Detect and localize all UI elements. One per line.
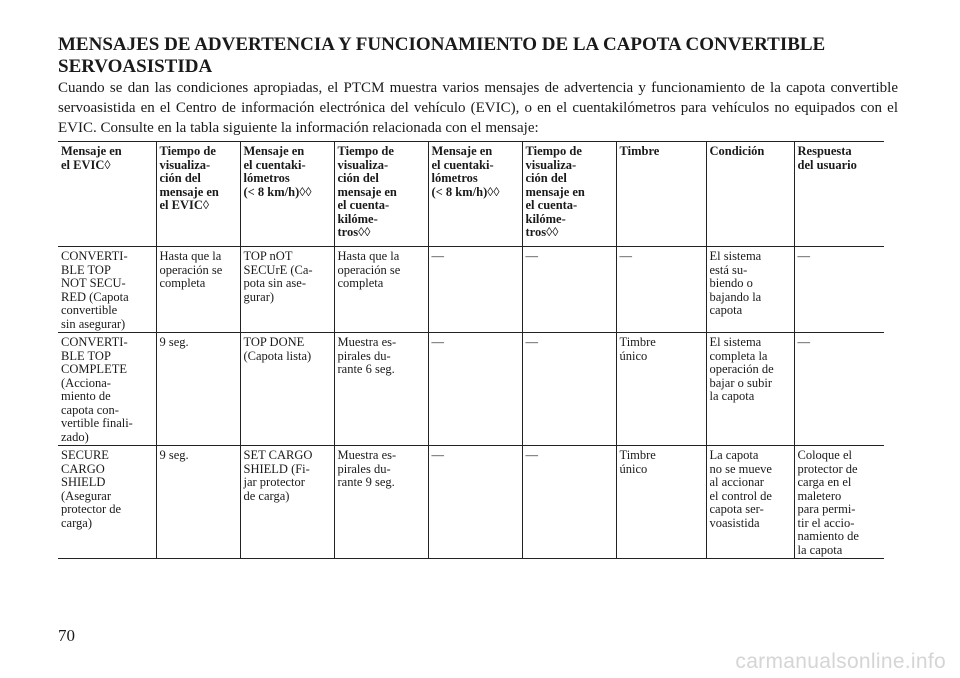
table-cell: — [522,333,616,446]
table-cell: SET CARGO SHIELD (Fi- jar protector de carga) [240,446,334,559]
table-cell: — [794,247,884,333]
page-number: 70 [58,626,75,645]
warning-messages-table [58,141,884,559]
table-cell: Coloque el protector de carga en el maletero para permi- tir el accio- namiento de la capota [794,446,884,559]
intro-paragraph: Cuando se dan las condiciones apropiadas, el PTCM muestra varios mensajes de advertencia y funcionamiento de la capota convertible servoasistida en el Centro de información electrónica del vehículo (EVIC), o en el cuentakilómetros para vehículos no equipados con el EVIC. Consulte en la tabla siguiente la información relacionada con el mensaje: [58,80,898,136]
table-cell: CONVERTI- BLE TOP NOT SECU- RED (Capota convertible sin asegurar) [58,247,156,333]
header-evic-display-time: Tiempo de visualiza- ción del mensaje en el EVIC◊ [156,142,240,247]
table-cell: Muestra es- pirales du- rante 9 seg. [334,446,428,559]
table-row [58,247,884,333]
table-cell: El sistema está su- biendo o bajando la capota [706,247,794,333]
table-cell: Hasta que la operación se completa [334,247,428,333]
table-row [58,333,884,446]
header-odometer-display-time: Tiempo de visualiza- ción del mensaje en el cuenta- kilóme- tros◊◊ [334,142,428,247]
table-cell: El sistema completa la operación de bajar o subir la capota [706,333,794,446]
table-cell: TOP nOT SECUrE (Ca- pota sin ase- gurar) [240,247,334,333]
table-cell: Muestra es- pirales du- rante 6 seg. [334,333,428,446]
header-evic-message: Mensaje en el EVIC◊ [58,142,156,247]
page-heading: MENSAJES DE ADVERTENCIA Y FUNCIONAMIENTO DE LA CAPOTA CONVERTIBLE SERVOASISTIDA [58,34,826,77]
table-cell: SECURE CARGO SHIELD (Asegurar protector de carga) [58,446,156,559]
header-odometer-message: Mensaje en el cuentaki- lómetros (< 8 km/h)◊◊ [240,142,334,247]
header-odometer-display-time-2: Tiempo de visualiza- ción del mensaje en el cuenta- kilóme- tros◊◊ [522,142,616,247]
watermark-text: carmanualsonline.info [735,650,946,673]
header-chime: Timbre [616,142,706,247]
header-condition: Condición [706,142,794,247]
table-cell: — [428,247,522,333]
table-cell: — [522,247,616,333]
table-cell: — [522,446,616,559]
table-cell: CONVERTI- BLE TOP COMPLETE (Acciona- miento de capota con- vertible finali- zado) [58,333,156,446]
table-cell: — [428,446,522,559]
table-cell: 9 seg. [156,446,240,559]
table-cell: La capota no se mueve al accionar el control de capota ser- voasistida [706,446,794,559]
table-row [58,446,884,559]
table-cell: — [616,247,706,333]
table-cell: — [428,333,522,446]
table-cell: Timbre único [616,446,706,559]
table-cell: — [794,333,884,446]
table-cell: Timbre único [616,333,706,446]
table-header-row [58,142,884,247]
table-cell: Hasta que la operación se completa [156,247,240,333]
header-user-response: Respuesta del usuario [794,142,884,247]
header-odometer-message-2: Mensaje en el cuentaki- lómetros (< 8 km/h)◊◊ [428,142,522,247]
table-cell: 9 seg. [156,333,240,446]
table-cell: TOP DONE (Capota lista) [240,333,334,446]
